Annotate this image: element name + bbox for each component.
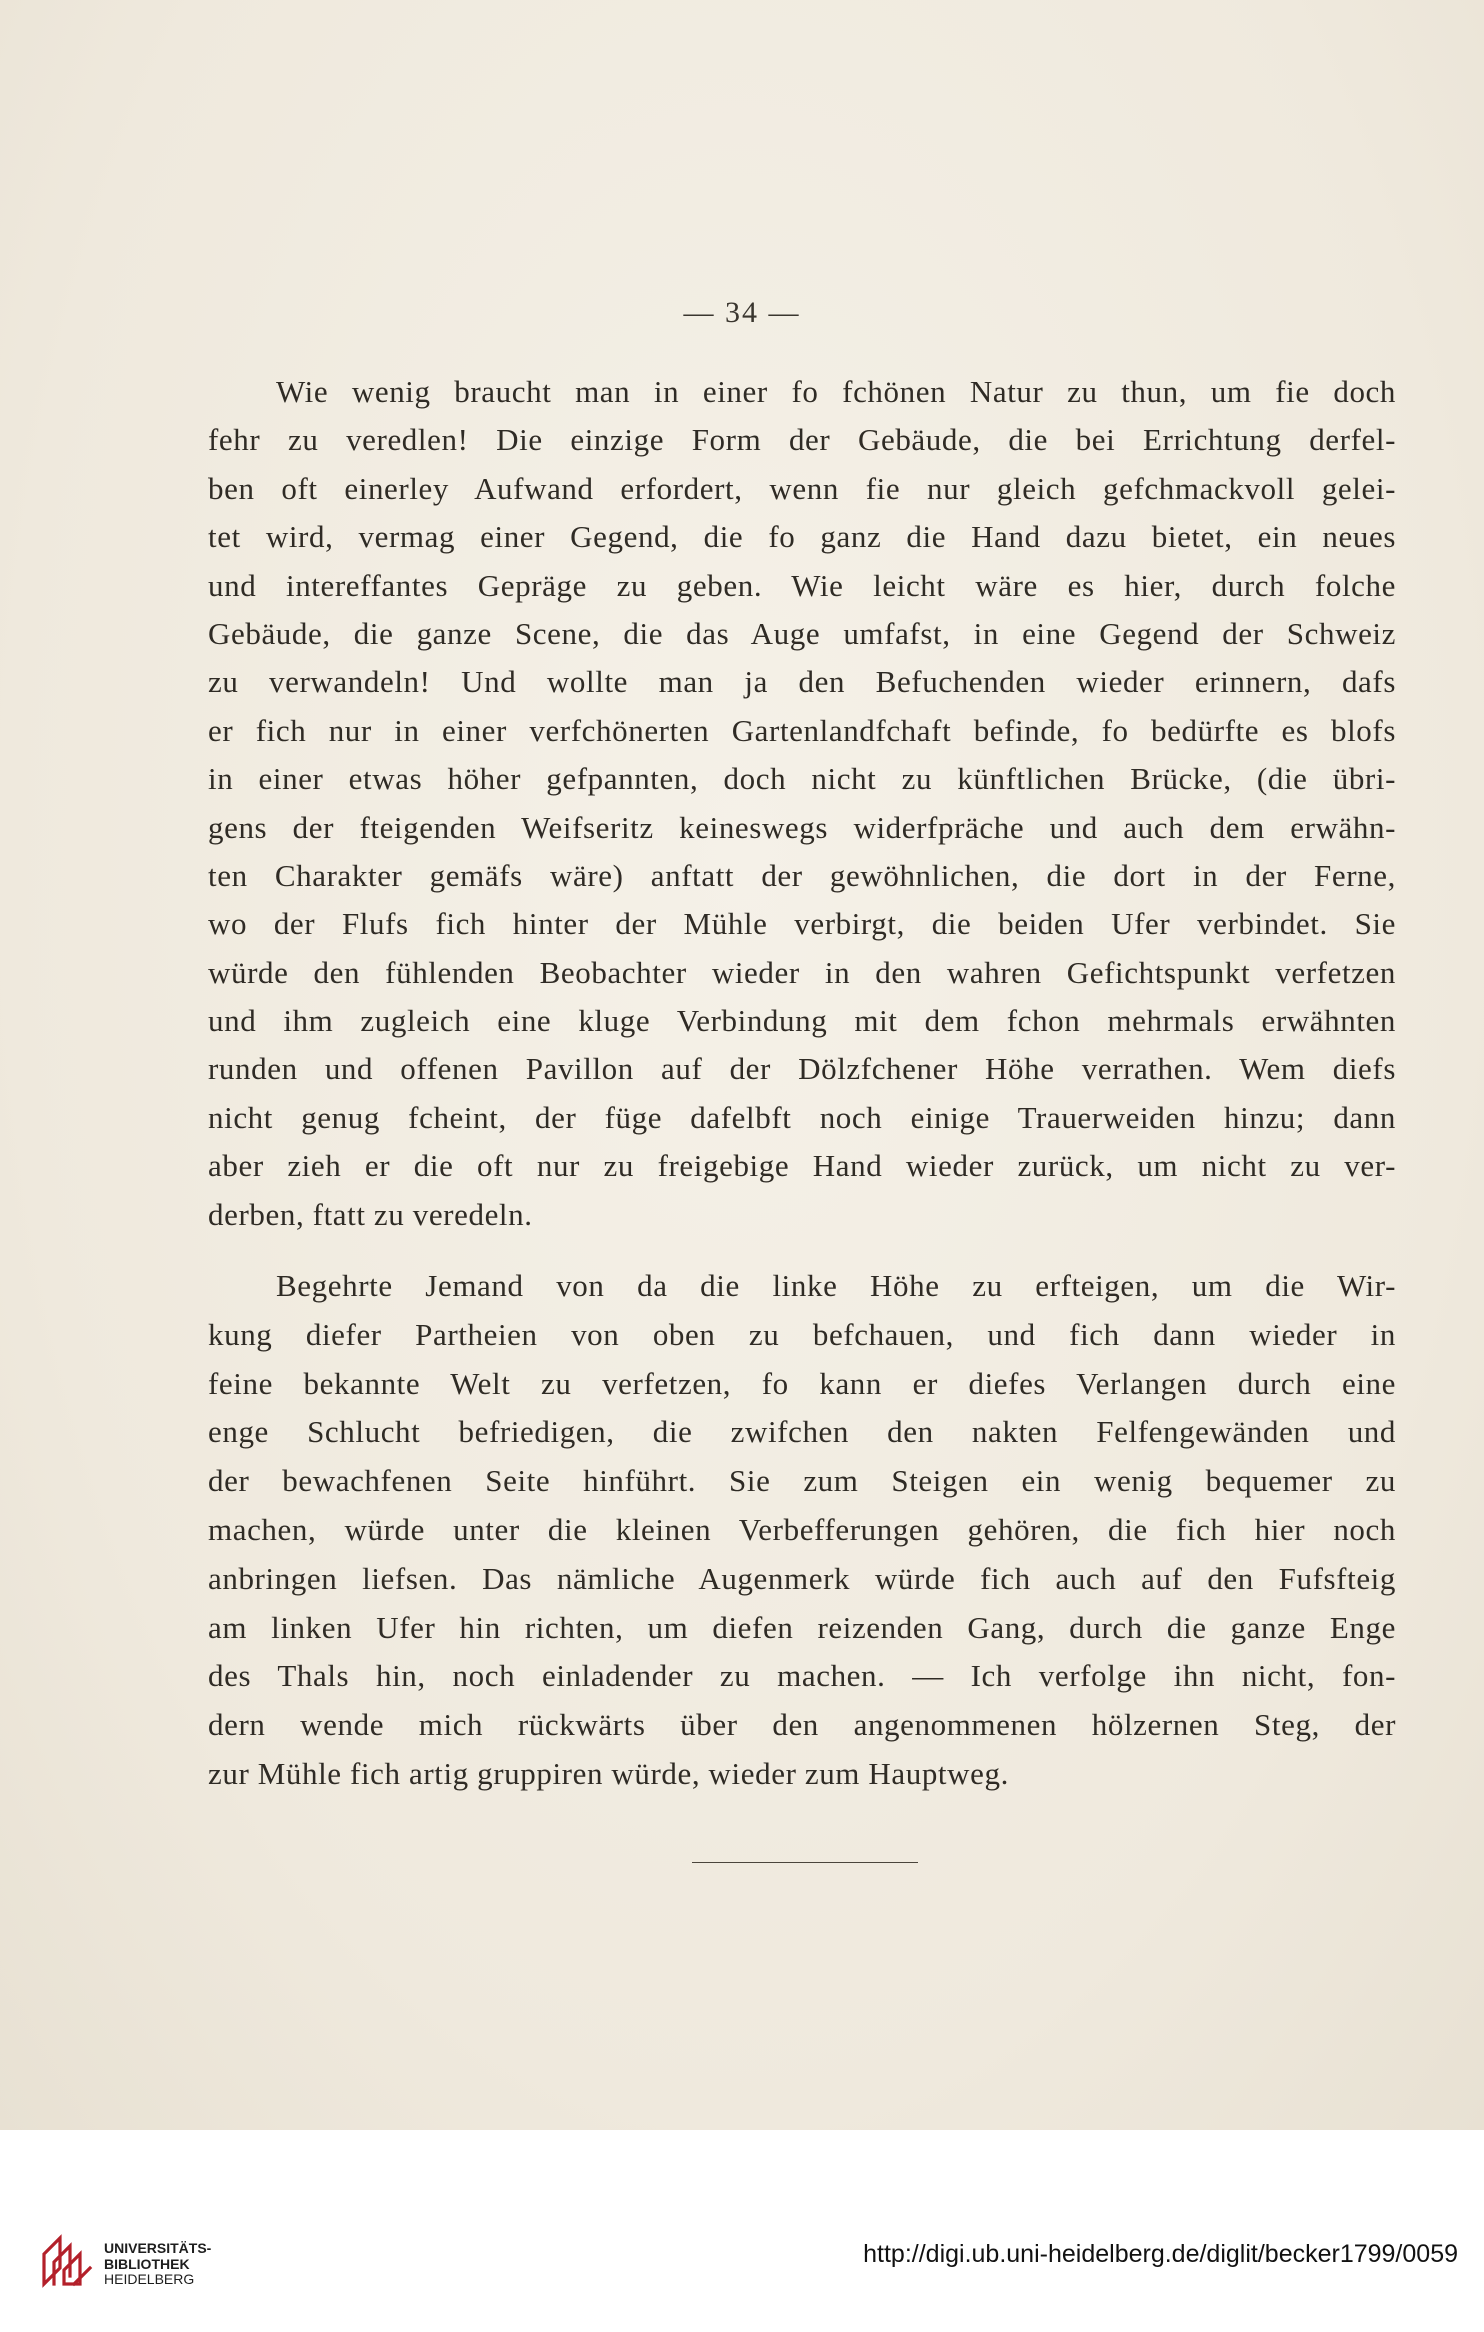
text-line: in einer etwas höher gefpannten, doch nicht zu künftlichen Brücke, (die übri-: [208, 761, 1396, 797]
text-line: ben oft einerley Aufwand erfordert, wenn fie nur gleich gefchmackvoll gelei-: [208, 470, 1396, 506]
text-line: derben, ftatt zu veredeln.: [208, 1196, 533, 1232]
text-line: fehr zu veredlen! Die einzige Form der Gebäude, die bei Errichtung derfel-: [208, 422, 1396, 458]
text-line: und ihm zugleich eine kluge Verbindung mit dem fchon mehrmals erwähnten: [208, 1003, 1396, 1039]
text-line: machen, würde unter die kleinen Verbefferungen gehören, die fich hier noch: [208, 1511, 1396, 1547]
text-line: nicht genug fcheint, der füge dafelbft noch einige Trauerweiden hinzu; dann: [208, 1099, 1396, 1135]
footer-bar: [0, 2130, 1484, 2332]
paragraph-1: [208, 368, 1396, 1239]
text-line: zur Mühle fich artig gruppiren würde, wieder zum Hauptweg.: [208, 1755, 1009, 1791]
library-name: [104, 2241, 211, 2288]
text-line: Begehrte Jemand von da die linke Höhe zu erfteigen, um die Wir-: [276, 1268, 1396, 1303]
source-url-link[interactable]: http://digi.ub.uni-heidelberg.de/diglit/becker1799/0059: [863, 2240, 1458, 2268]
text-line: wo der Flufs fich hinter der Mühle verbirgt, die beiden Ufer verbindet. Sie: [208, 906, 1396, 942]
text-line: runden und offenen Pavillon auf der Dölzfchener Höhe verrathen. Wem diefs: [208, 1051, 1396, 1087]
library-logo-icon: [38, 2232, 96, 2290]
text-line: ten Charakter gemäfs wäre) anftatt der gewöhnlichen, die dort in der Ferne,: [208, 857, 1396, 893]
library-name-line: UNIVERSITÄTS-: [104, 2240, 212, 2256]
text-line: er fich nur in einer verfchönerten Gartenlandfchaft befinde, fo bedürfte es blofs: [208, 712, 1396, 748]
text-line: des Thals hin, noch einladender zu machen. — Ich verfolge ihn nicht, fon-: [208, 1658, 1396, 1694]
paragraph-2: [208, 1262, 1396, 1799]
end-rule-divider: [692, 1862, 918, 1863]
text-line: aber zieh er die oft nur zu freigebige Hand wieder zurück, um nicht zu ver-: [208, 1148, 1396, 1184]
text-line: dern wende mich rückwärts über den angenommenen hölzernen Steg, der: [208, 1707, 1396, 1743]
text-line: anbringen liefsen. Das nämliche Augenmerk würde fich auch auf den Fufsfteig: [208, 1560, 1396, 1596]
text-line: Gebäude, die ganze Scene, die das Auge umfafst, in eine Gegend der Schweiz: [208, 615, 1396, 651]
text-line: Wie wenig braucht man in einer fo fchönen Natur zu thun, um fie doch: [276, 374, 1396, 409]
text-line: der bewachfenen Seite hinführt. Sie zum Steigen ein wenig bequemer zu: [208, 1463, 1396, 1499]
text-line: am linken Ufer hin richten, um diefen reizenden Gang, durch die ganze Enge: [208, 1609, 1396, 1645]
text-line: zu verwandeln! Und wollte man ja den Befuchenden wieder erinnern, dafs: [208, 664, 1396, 700]
text-line: tet wird, vermag einer Gegend, die fo ganz die Hand dazu bietet, ein neues: [208, 519, 1396, 555]
text-line: und intereffantes Gepräge zu geben. Wie leicht wäre es hier, durch folche: [208, 567, 1396, 603]
page-number: — 34 —: [683, 296, 801, 329]
text-line: gens der fteigenden Weifseritz keineswegs widerfpräche und auch dem erwähn-: [208, 809, 1396, 845]
text-line: feine bekannte Welt zu verfetzen, fo kann er diefes Verlangen durch eine: [208, 1365, 1396, 1401]
library-name-line: HEIDELBERG: [104, 2271, 195, 2287]
text-line: kung diefer Partheien von oben zu befchauen, und fich dann wieder in: [208, 1316, 1396, 1352]
text-line: würde den fühlenden Beobachter wieder in den wahren Gefichtspunkt verfetzen: [208, 954, 1396, 990]
text-line: enge Schlucht befriedigen, die zwifchen den nakten Felfengewänden und: [208, 1414, 1396, 1450]
library-name-line: BIBLIOTHEK: [104, 2255, 190, 2272]
